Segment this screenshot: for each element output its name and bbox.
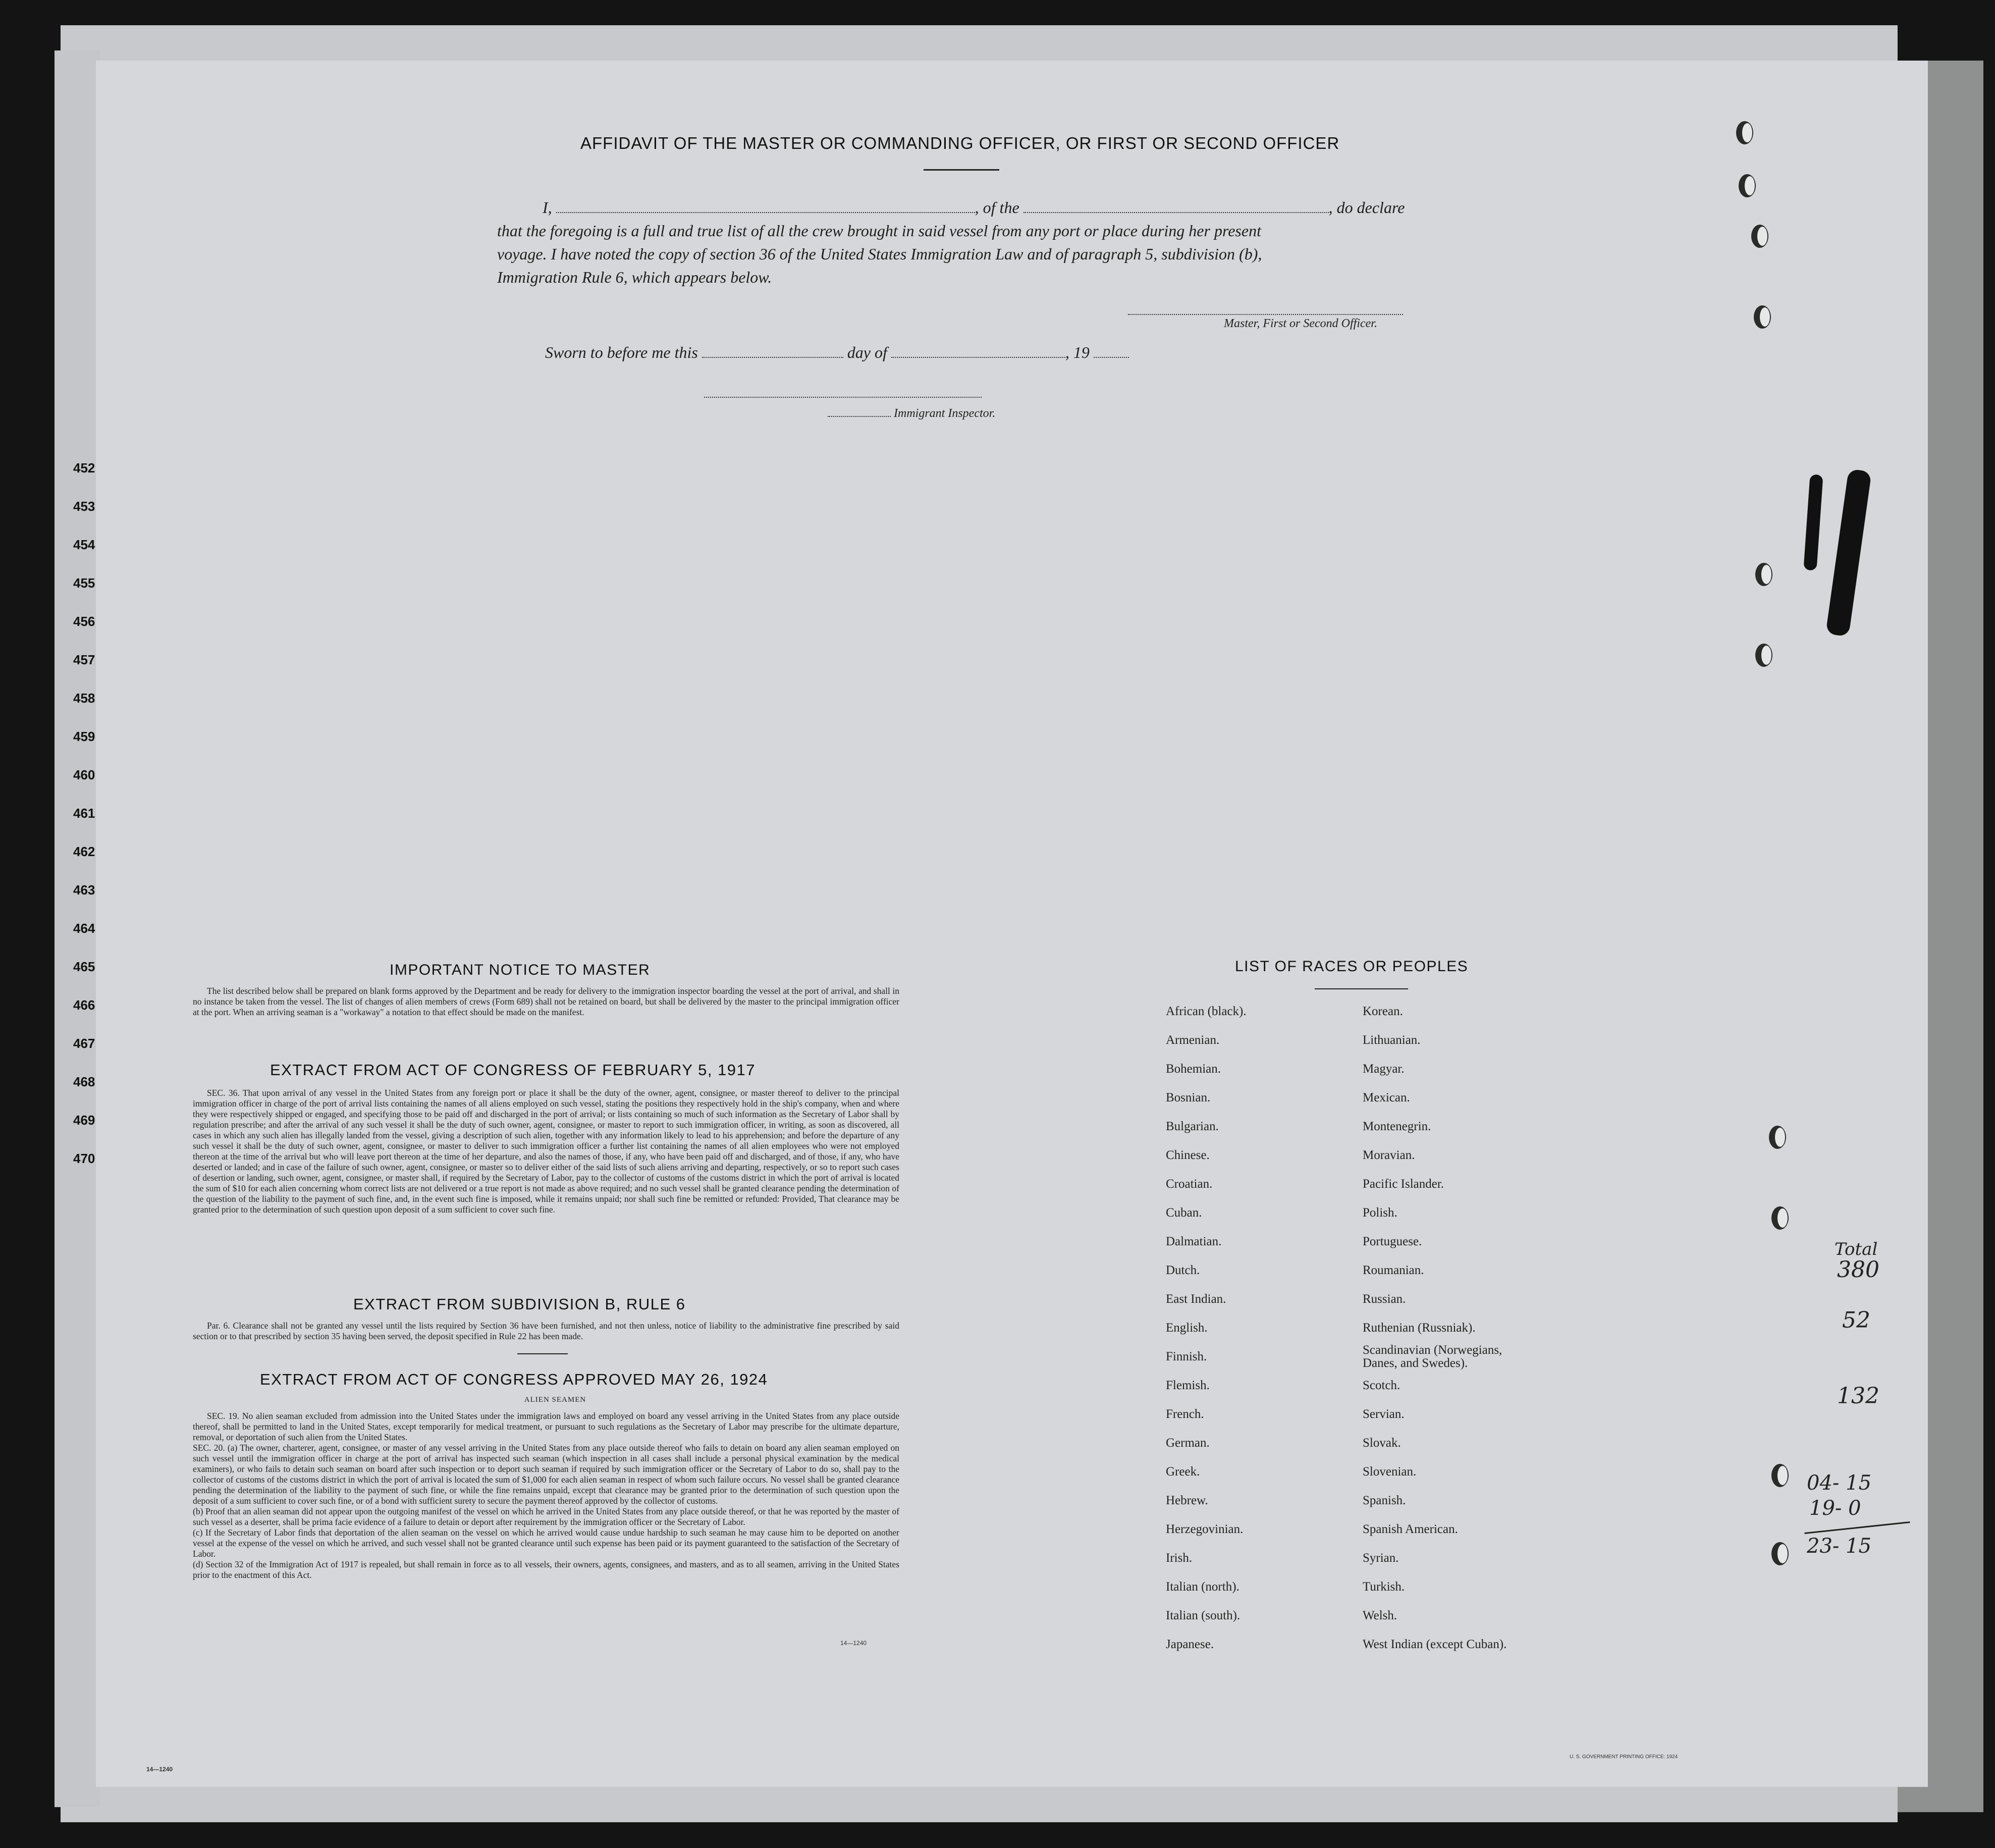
race-item: Magyar. [1363, 1062, 1405, 1076]
margin-number: 461 [73, 806, 95, 821]
binder-hole [1771, 1542, 1789, 1565]
margin-number: 453 [73, 499, 95, 514]
notice-text: The list described below shall be prepared on blank forms approved by the Department and be ready for delivery to the immigration inspector boarding the vessel at the port of arrival, and shall in no instance be taken from the vessel. The list of changes of alien members of crews (Form 689) shall not be retained on board, but shall be delivered by the master to the principal immigration officer at the port. When an arriving seaman is a "workaway" a notation to that effect should be made on the manifest. [193, 986, 899, 1017]
race-item: Dutch. [1166, 1263, 1200, 1277]
race-item: Bulgarian. [1166, 1120, 1219, 1133]
race-item: Cuban. [1166, 1206, 1202, 1220]
tally-line: 04- 15 [1807, 1471, 1872, 1495]
binder-hole [1755, 644, 1772, 667]
affidavit-line3: voyage. I have noted the copy of section 36 of the United States Immigration Law and of paragraph 5, subdivision (b), [497, 245, 1262, 263]
notice-title: IMPORTANT NOTICE TO MASTER [390, 962, 651, 978]
year-blank [1094, 354, 1129, 358]
inspector-blank [828, 413, 891, 417]
binder-hole [1739, 174, 1756, 197]
race-item: Greek. [1166, 1465, 1200, 1479]
inspector-signature-line [704, 397, 982, 398]
i-label: I, [543, 198, 552, 217]
margin-number: 460 [73, 767, 95, 782]
margin-number: 452 [73, 460, 95, 476]
race-item: Bosnian. [1166, 1091, 1211, 1104]
race-item: Korean. [1363, 1005, 1403, 1018]
margin-number: 456 [73, 614, 95, 629]
race-item: Moravian. [1363, 1148, 1415, 1162]
binder-hole [1771, 1464, 1789, 1487]
binder-hole [1754, 305, 1771, 329]
extract1-text: SEC. 36. That upon arrival of any vessel in the United States from any foreign port or place it shall be the duty of the owner, agent, consignee, or master thereof to deliver to the principal immigration officer in charge of the port of arrival lists containing the names of all aliens employed on such vessel, stating the positions they respectively hold in the ship's company, when and where they were respectively shipped or engaged, and specifying those to be paid off and discharged in the port of arrival; or lists containing so much of such information as the Secretary of Labor shall by regulation prescribe; and after the arrival of any such vessel it shall be the duty of such owner, agent, consignee, or master to report to such immigration officer, in writing, as soon as discovered, all cases in which any such alien has illegally landed from the vessel, giving a description of such alien, together with any information likely to lead to his apprehension; and before the departure of any such vessel it shall be the duty of such owner, agent, consignee, or master to deliver to such immigration officer a further list containing the names of all alien employees who were not employed thereon at the time of the arrival but who will leave port thereon at the time of her departure, and also the names of those, if any, who have been paid off and discharged, and of those, if any, who have deserted or landed; and in case of the failure of such owner, agent, consignee, or master so to deliver either of the said lists of such aliens arriving and departing, respectively, or so to report such cases of desertion or landing, such owner, agent, consignee, or master shall, if required by the Secretary of Labor, pay to the collector of customs of the customs district in which the port of arrival is located the sum of $10 for each alien concerning whom correct lists are not delivered or a true report is not made as above required; and no such vessel shall be granted clearance pending the determination of the question of the liability to the payment of such fine, and, in the event such fine is imposed, while it remains unpaid; nor shall such fine be remitted or refunded: Provided, That clearance may be granted prior to the determination of such question upon deposit of a sum sufficient to cover such fine. [193, 1088, 899, 1215]
race-item: Spanish American. [1363, 1522, 1458, 1536]
binder-hole [1736, 121, 1753, 144]
master-signature-label: Master, First or Second Officer. [1224, 317, 1377, 330]
binder-hole [1755, 563, 1772, 586]
race-item: Flemish. [1166, 1379, 1210, 1392]
races-title: LIST OF RACES OR PEOPLES [1235, 958, 1469, 975]
inspector-label [828, 407, 995, 420]
race-item: Italian (south). [1166, 1609, 1241, 1622]
of-the-label: , of the [975, 198, 1019, 217]
race-item: Scandinavian (Norwegians, Danes, and Swedes). [1363, 1343, 1502, 1370]
race-item: African (black). [1166, 1005, 1247, 1018]
race-item: Scotch. [1363, 1379, 1400, 1392]
inspector-text: Immigrant Inspector. [894, 407, 996, 420]
race-item: Montenegrin. [1363, 1120, 1431, 1133]
race-item: Slovak. [1363, 1436, 1401, 1450]
race-item: Armenian. [1166, 1033, 1220, 1047]
race-item: Bohemian. [1166, 1062, 1221, 1076]
margin-number: 467 [73, 1036, 95, 1051]
margin-number: 470 [73, 1151, 95, 1166]
race-item: Finnish. [1166, 1350, 1207, 1363]
sworn-line [545, 341, 1129, 364]
race-item: Mexican. [1363, 1091, 1410, 1104]
printing-office: U. S. GOVERNMENT PRINTING OFFICE: 1924 [1570, 1754, 1678, 1760]
extract3-text: SEC. 19. No alien seaman excluded from admission into the United States under the immigration laws and employed on board any vessel arriving in the United States from any place outside thereof, shall be permitted to land in the United States, except temporarily for medical treatment, or pursuant to such regulations as the Secretary of Labor may prescribe for the ultimate departure, removal, or deportation of such alien from the United States. SEC. 20. (a) The owner, charterer, agent, consignee, or master of any vessel arriving in the United States from any place outside thereof who fails to detain on board any alien seaman employed on such vessel until the immigration officer in charge at the port of arrival has inspected such seaman (which inspection in all cases shall include a personal physical examination by the medical examiners), or who fails to detain such seaman on board after such inspection or to deport such seaman if required by such immigration officer or the Secretary of Labor to do so, shall pay to the collector of customs of the customs district in which the port of arrival is located the sum of $1,000 for each alien seaman in respect of whom such failure occurs. No vessel shall be granted clearance pending the determination of the liability to the payment of such fine, or while the fine remains unpaid, except that clearance may be granted prior to the determination of such question upon the deposit of a sum sufficient to cover such fine, or of a bond with sufficient surety to secure the payment thereof approved by the collector of customs. (b) Proof that an alien seaman did not appear upon the outgoing manifest of the vessel on which he arrived in the United States from any place outside thereof, or that he was reported by the master of such vessel as a deserter, shall be prima facie evidence of a failure to detain or deport after requirement by the immigration officer or the Secretary of Labor. (c) If the Secretary of Labor finds that deportation of the alien seaman on the vessel on which he arrived would cause undue hardship to such seaman he may cause him to be deported on another vessel at the expense of the vessel on which he arrived, and such vessel shall not be granted clearance until such expense has been paid or its payment guaranteed to the satisfaction of the Secretary of Labor. (d) Section 32 of the Immigration Act of 1917 is repealed, but shall remain in force as to all vessels, their owners, agents, consignees, and masters, and as to all seamen, arriving in the United States prior to the enactment of this Act. [193, 1411, 899, 1580]
affidavit-title: AFFIDAVIT OF THE MASTER OR COMMANDING OFFICER, OR FIRST OR SECOND OFFICER [580, 134, 1340, 152]
extract3-title: EXTRACT FROM ACT OF CONGRESS APPROVED MAY 26, 1924 [260, 1370, 768, 1388]
race-item: Slovenian. [1363, 1465, 1417, 1479]
race-item: Chinese. [1166, 1148, 1210, 1162]
margin-number: 469 [73, 1113, 95, 1128]
affidavit-line2: that the foregoing is a full and true list of all the crew brought in said vessel from any port or place during her present [497, 222, 1261, 240]
annotation-value: 52 [1842, 1307, 1870, 1333]
affidavit-line1 [543, 196, 1405, 219]
day-of-label: day of [847, 343, 887, 361]
race-item: West Indian (except Cuban). [1363, 1638, 1507, 1651]
race-item: German. [1166, 1436, 1210, 1450]
margin-number: 463 [73, 882, 95, 897]
race-item: Pacific Islander. [1363, 1177, 1444, 1191]
race-item: Turkish. [1363, 1580, 1405, 1594]
margin-number: 454 [73, 537, 95, 552]
race-item: Russian. [1363, 1292, 1406, 1306]
bottom-form-number: 14—1240 [146, 1766, 173, 1773]
races-rule [1315, 988, 1408, 989]
binder-hole [1771, 1206, 1789, 1230]
annotation-value: 132 [1837, 1383, 1879, 1409]
race-item: Roumanian. [1363, 1263, 1424, 1277]
margin-number: 459 [73, 729, 95, 744]
race-item: Syrian. [1363, 1551, 1399, 1565]
race-item: East Indian. [1166, 1292, 1226, 1306]
year-label: , 19 [1065, 343, 1090, 361]
extract-divider [517, 1353, 568, 1354]
race-item: Ruthenian (Russniak). [1363, 1321, 1476, 1335]
name-blank [556, 209, 975, 213]
race-item: Irish. [1166, 1551, 1193, 1565]
race-item: Dalmatian. [1166, 1235, 1222, 1248]
total-value: 380 [1837, 1257, 1879, 1283]
tally-line: 23- 15 [1807, 1535, 1872, 1558]
race-item: Croatian. [1166, 1177, 1213, 1191]
form-number: 14—1240 [840, 1640, 867, 1647]
affidavit-line4: Immigration Rule 6, which appears below. [497, 268, 772, 286]
race-item: English. [1166, 1321, 1208, 1335]
margin-number: 465 [73, 959, 95, 974]
race-item: Hebrew. [1166, 1494, 1208, 1507]
extract2-text: Par. 6. Clearance shall not be granted any vessel until the lists required by Section 36 have been furnished, and not then unless, notice of liability to the administrative fine prescribed by said section or to that prescribed by section 35 having been served, the deposit specified in Rule 22 has been made. [193, 1321, 899, 1341]
extract3-subtitle: ALIEN SEAMEN [524, 1396, 586, 1404]
race-item: Lithuanian. [1363, 1033, 1421, 1047]
total-label: Total [1835, 1239, 1878, 1259]
race-item: French. [1166, 1407, 1204, 1421]
margin-number: 468 [73, 1074, 95, 1089]
margin-number: 457 [73, 652, 95, 667]
margin-number: 458 [73, 691, 95, 706]
day-blank [702, 354, 843, 358]
extract1-title: EXTRACT FROM ACT OF CONGRESS OF FEBRUARY 5, 1917 [270, 1061, 756, 1079]
binder-hole [1751, 225, 1768, 248]
race-item: Herzegovinian. [1166, 1522, 1244, 1536]
race-item: Italian (north). [1166, 1580, 1239, 1594]
race-item: Servian. [1363, 1407, 1405, 1421]
binder-hole [1769, 1126, 1786, 1149]
vessel-blank [1023, 209, 1329, 213]
tally-line: 19- 0 [1809, 1497, 1861, 1520]
title-rule [924, 169, 999, 171]
do-declare-label: , do declare [1328, 198, 1405, 217]
sworn-label: Sworn to before me this [545, 343, 698, 361]
margin-number: 462 [73, 844, 95, 859]
race-item: Japanese. [1166, 1638, 1214, 1651]
race-item: Spanish. [1363, 1494, 1406, 1507]
margin-number: 466 [73, 997, 95, 1013]
margin-number: 455 [73, 575, 95, 591]
extract2-title: EXTRACT FROM SUBDIVISION B, RULE 6 [353, 1295, 686, 1313]
month-blank [891, 354, 1065, 358]
race-item: Polish. [1363, 1206, 1397, 1220]
race-item: Portuguese. [1363, 1235, 1422, 1248]
race-item: Welsh. [1363, 1609, 1397, 1622]
margin-number: 464 [73, 921, 95, 936]
master-signature-line [1128, 314, 1403, 315]
